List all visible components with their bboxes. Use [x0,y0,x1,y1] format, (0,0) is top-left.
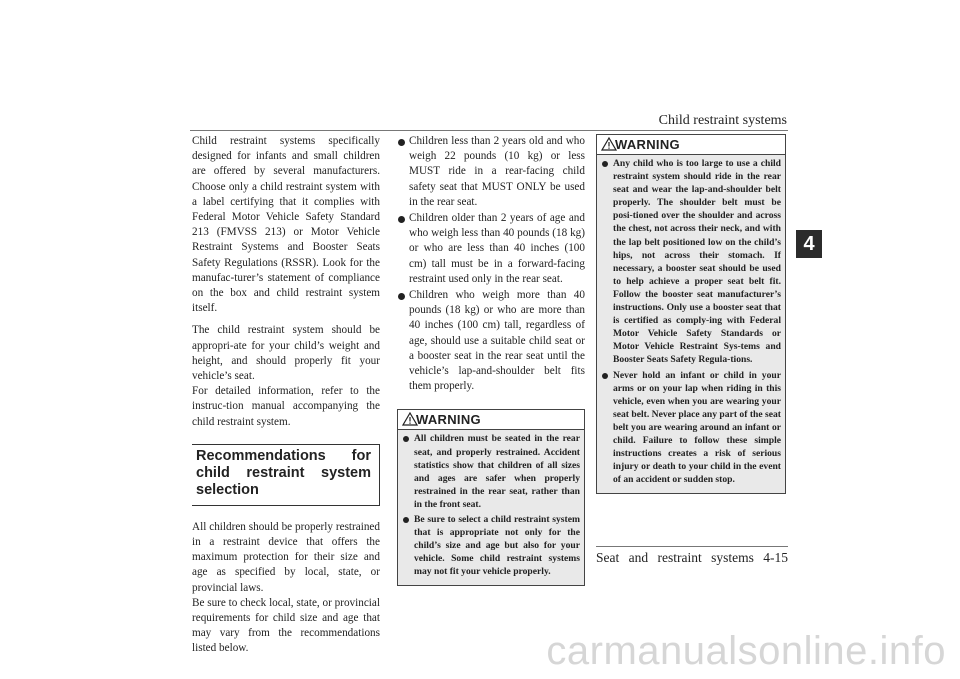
bullet-icon [403,436,409,442]
list-item: Children less than 2 years old and who weigh 22 pounds (10 kg) or less MUST ride in a rear-facing child safety seat that MUST ONLY be used in the rear seat. [397,134,585,210]
warning-header [398,410,584,430]
restraint-paragraph: All children should be properly restrained in a restraint device that offers the maximum protection for their size and age as specified by local, state, or provincial laws. [192,520,380,594]
warning-header [597,135,785,155]
chapter-tab: 4 [796,230,822,258]
bullet-icon [403,517,409,523]
running-header-title: Child restraint systems [658,113,787,128]
warning-item: Be sure to select a child restraint system that is appropriate not only for the child’s size and age but also for your vehicle. Some child restraint systems may not fit your vehicle properly. [402,513,580,578]
footer-divider [596,546,788,547]
warning-item: Never hold an infant or child in your arms or on your lap when riding in this vehicle, even when you are wearing your seat belt. Never place any part of the seat belt you are wearing around an infant or child. Failure to follow these simple instructions creates a risk of serious injury or death to your child in the event of an accident or sudden stop. [601,369,781,487]
warning-box [596,134,786,494]
intro-paragraph: Child restraint systems specifically designed for infants and small children are offered by several manufacturers. Choose only a child restraint system with a label certifying that it complies with Federal Motor Vehicle Safety Standard 213 (FMVSS 213) or Motor Vehicle Restraint Systems and Booster Seats Safety Regulations (RSSR). Look for the manufac-turer’s statement of compliance on the box and child restraint system itself. [192,135,380,315]
section-heading: Recommendations for child restraint system selection [192,444,380,506]
warning-box [397,409,585,586]
warning-body [398,430,584,585]
bullet-icon [398,293,405,300]
age-guidelines-list [397,134,585,394]
warning-body [597,155,785,493]
bullet-icon [398,216,405,223]
fit-paragraph: The child restraint system should be appropri-ate for your child’s weight and height, and should properly fit your vehicle’s seat. [192,324,380,383]
warning-label: WARNING [416,412,481,428]
footer-section: Seat and restraint systems [596,550,754,565]
warning-item: Any child who is too large to use a child restraint system should ride in the rear seat and wear the lap-and-shoulder belt properly. The shoulder belt must be posi-tioned over the shoulder and across the chest, not across their neck, and with the lap belt positioned low on the child’s hips, not across their stomach. If necessary, a booster seat should be used to help achieve a proper seat belt fit. Follow the booster seat manufacturer’s instructions. Only use a booster seat that is certified as comply-ing with Federal Motor Vehicle Safety Standards or Motor Vehicle Restraint Sys-tems and Booster Seats Safety Regula-tions. [601,157,781,367]
column-1 [192,134,380,664]
warning-item: All children must be seated in the rear seat, and properly restrained. Accident statistics show that children of all sizes and ages are safer when properly restrained in the rear seat, rather than in the front seat. [402,432,580,511]
detail-paragraph: For detailed information, refer to the instruc-tion manual accompanying the child restraint system. [192,385,380,428]
column-3 [596,134,786,494]
column-2 [397,134,585,586]
header-divider [190,130,788,131]
bullet-icon [602,373,608,379]
warning-label: WARNING [615,137,680,152]
list-item: Children older than 2 years of age and who weigh less than 40 pounds (18 kg) or who are less than 40 inches (100 cm) tall must be in a forward-facing restraint used only in the rear seat. [397,211,585,287]
watermark: carmanualsonline.info [546,629,946,673]
bullet-icon [398,139,405,146]
bullet-icon [602,161,608,167]
page-number: 4-15 [763,550,788,565]
requirements-paragraph: Be sure to check local, state, or provincial requirements for child size and age that may vary from the recommendations listed below. [192,596,380,655]
page-footer [596,550,788,566]
list-item: Children who weigh more than 40 pounds (18 kg) or who are more than 40 inches (100 cm) tall, regardless of age, should use a suitable child seat or a booster seat in the rear seat until the vehicle’s lap-and-shoulder belt fits them properly. [397,288,585,394]
